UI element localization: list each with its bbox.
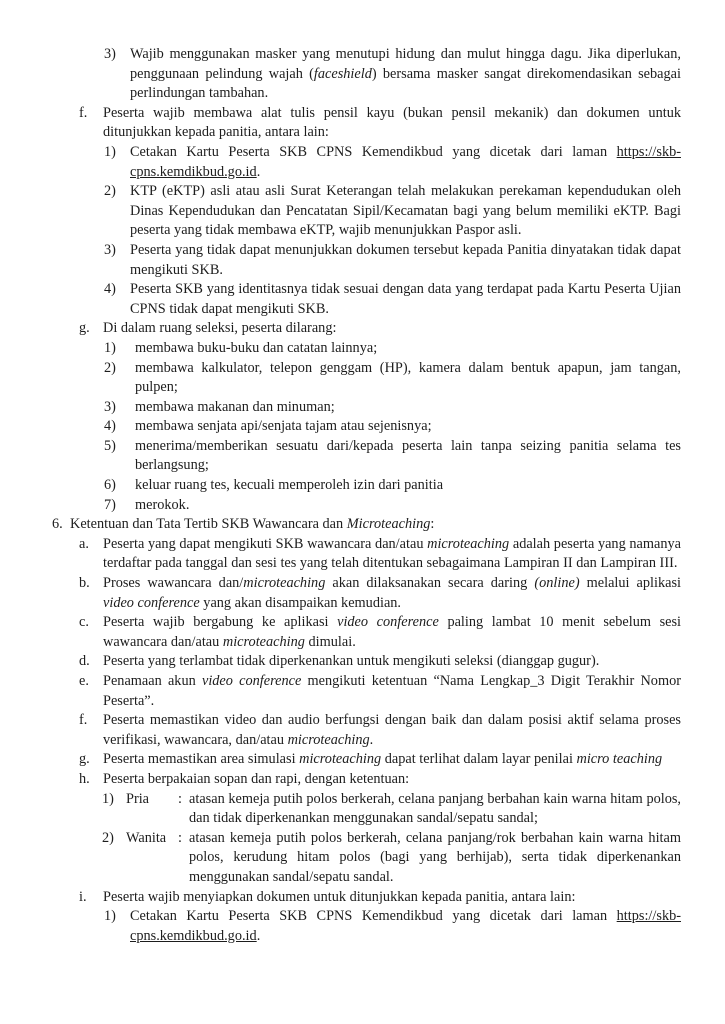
- list-item-i: [79, 888, 681, 908]
- text-run: membawa senjata api/senjata tajam atau sejenisnya;: [135, 418, 432, 435]
- text-run: video conference: [201, 673, 302, 689]
- list-text: [135, 398, 681, 418]
- list-marker: h.: [79, 770, 90, 787]
- text-run: Cetakan Kartu Peserta SKB CPNS Kemendikbud yang dicetak dari laman: [130, 908, 617, 925]
- text-run: Peserta yang terlambat tidak diperkenankan untuk mengikuti seleksi (dianggap gugur).: [103, 653, 600, 670]
- list-item-h2-wanita: [102, 829, 681, 888]
- text-run: Peserta yang dapat mengikuti SKB wawancara dan/atau: [103, 535, 428, 552]
- text-run: Cetakan Kartu Peserta SKB CPNS Kemendikbud yang dicetak dari laman: [130, 143, 617, 160]
- list-item-g2nd: [79, 750, 681, 770]
- colon-separator: :: [178, 790, 182, 807]
- list-item-h: [79, 770, 681, 790]
- list-marker: 6.: [52, 516, 63, 533]
- list-text: [189, 829, 681, 888]
- list-item-f3: [104, 241, 681, 280]
- text-run: ) bersama masker sangat direkomendasikan sebagai perlindungan tambahan.: [130, 65, 681, 102]
- list-text: [135, 496, 681, 516]
- list-item-f2: [104, 182, 681, 241]
- list-marker: b.: [79, 575, 90, 592]
- text-run: melalui aplikasi: [579, 575, 682, 592]
- text-run: Peserta wajib menyiapkan dokumen untuk ditunjukkan kepada panitia, antara lain:: [103, 888, 576, 905]
- list-marker: 6): [104, 477, 116, 494]
- list-text: [103, 750, 681, 770]
- list-marker: 5): [104, 437, 116, 454]
- text-run: akan dilaksanakan secara daring: [325, 575, 535, 592]
- list-marker: 1): [104, 908, 116, 925]
- list-marker: c.: [79, 614, 89, 631]
- text-run: dimulai.: [304, 633, 356, 650]
- text-run: Peserta berpakaian sopan dan rapi, dengan ketentuan:: [103, 770, 410, 787]
- list-item-e3: [104, 45, 681, 104]
- list-item-i1: [104, 907, 681, 946]
- list-marker: 1): [102, 790, 114, 807]
- text-run: menerima/memberikan sesuatu dari/kepada peserta lain tanpa seizing panitia selama tes berlangsung;: [135, 437, 681, 474]
- list-marker: f.: [79, 712, 88, 729]
- text-run: .: [369, 731, 374, 748]
- list-marker: 7): [104, 496, 116, 513]
- list-text: [189, 790, 681, 829]
- list-item-g: [79, 319, 681, 339]
- list-text: [103, 613, 681, 652]
- text-run: microteaching: [222, 633, 305, 650]
- text-run: Peserta yang tidak dapat menunjukkan dokumen tersebut kepada Panitia dinyatakan tidak dapat mengikuti SKB.: [130, 241, 681, 278]
- list-item-a: [79, 535, 681, 574]
- list-marker: 4): [104, 418, 116, 435]
- text-run: yang akan disampaikan kemudian.: [199, 594, 402, 611]
- list-text: [135, 339, 681, 359]
- list-item-g2: [104, 359, 681, 398]
- list-marker: f.: [79, 104, 88, 121]
- list-marker: a.: [79, 535, 89, 552]
- text-run: video conference: [103, 594, 200, 611]
- text-run: microteaching: [243, 575, 326, 592]
- colon-separator: :: [178, 829, 182, 846]
- list-marker: 3): [104, 46, 116, 62]
- list-marker: e.: [79, 673, 89, 689]
- list-item-c: [79, 613, 681, 652]
- text-run: adalah peserta yang namanya terdaftar pada tanggal dan sesi tes yang telah ditentukan sebagaimana Lampiran II dan Lampiran III.: [103, 535, 681, 572]
- text-run: mengikuti ketentuan “Nama Lengkap_3 Digit Terakhir Nomor Peserta”.: [103, 673, 681, 709]
- list-text: [130, 907, 681, 946]
- list-item-g5: [104, 437, 681, 476]
- text-run: KTP (eKTP) asli atau asli Surat Keterangan telah melakukan perekaman kependudukan oleh Dinas Kependudukan dan Pencatatan Sipil/Kecamatan bagi yang belum memiliki eKTP. Bagi peserta yang tidak membawa eKTP, wajib menunjukkan Paspor asli.: [130, 183, 681, 239]
- text-run: video conference: [337, 614, 439, 631]
- text-run: merokok.: [135, 496, 190, 513]
- text-run: Microteaching: [346, 516, 431, 533]
- text-run: atasan kemeja putih polos berkerah, celana panjang/rok berbahan kain warna hitam polos, kerudung hitam polos (bagi yang berhijab), serta tidak diperkenankan menggunakan sandal/sepatu sandal.: [189, 829, 681, 885]
- text-run: micro teaching: [576, 751, 663, 768]
- text-run: .: [256, 927, 261, 944]
- list-marker: 2): [102, 829, 114, 846]
- list-item-g4: [104, 417, 681, 437]
- text-run: membawa makanan dan minuman;: [135, 398, 335, 415]
- list-item-d: [79, 652, 681, 672]
- list-item-g7: [104, 496, 681, 516]
- text-run: Peserta wajib bergabung ke aplikasi: [103, 614, 338, 631]
- list-text: [130, 280, 681, 319]
- text-run: membawa buku-buku dan catatan lainnya;: [135, 339, 378, 356]
- list-marker: 1): [104, 339, 116, 356]
- text-run: Peserta SKB yang identitasnya tidak sesuai dengan data yang terdapat pada Kartu Peserta Ujian CPNS tidak dapat mengikuti SKB.: [130, 281, 681, 317]
- text-run: microteaching: [287, 731, 370, 748]
- text-run: paling lambat 10 menit sebelum sesi wawancara dan/atau: [103, 614, 682, 650]
- list-text: [70, 515, 681, 535]
- text-run: dapat terlihat dalam layar penilai: [381, 751, 577, 768]
- list-text: [103, 104, 681, 143]
- list-marker: 1): [104, 143, 116, 160]
- list-text: [130, 182, 681, 241]
- list-text: [103, 672, 681, 711]
- list-item-g1: [104, 339, 681, 359]
- section-heading-6: [52, 515, 681, 535]
- list-text: [103, 574, 681, 613]
- dress-code-label: Pria: [126, 790, 150, 807]
- list-marker: 3): [104, 241, 116, 258]
- text-run: Peserta memastikan area simulasi: [103, 751, 300, 768]
- list-item-e: [79, 672, 681, 711]
- list-text: [103, 652, 681, 672]
- text-run: Penamaan akun: [103, 673, 202, 689]
- link-url[interactable]: https://skb-cpns.kemdikbud.go.id: [130, 908, 681, 944]
- list-text: [130, 241, 681, 280]
- list-marker: i.: [79, 888, 87, 905]
- text-run: keluar ruang tes, kecuali memperoleh izin dari panitia: [135, 477, 444, 494]
- list-marker: 2): [104, 183, 116, 200]
- list-text: [135, 437, 681, 476]
- list-marker: 2): [104, 359, 116, 376]
- list-item-b: [79, 574, 681, 613]
- list-text: [130, 143, 681, 182]
- text-run: .: [256, 163, 261, 180]
- text-run: faceshield: [313, 65, 372, 82]
- text-run: :: [430, 516, 435, 533]
- list-text: [130, 45, 681, 104]
- list-text: [135, 417, 681, 437]
- list-marker: d.: [79, 653, 90, 670]
- text-run: Di dalam ruang seleksi, peserta dilarang:: [103, 320, 337, 337]
- list-item-g6: [104, 476, 681, 496]
- list-marker: 4): [104, 281, 116, 298]
- list-item-f2nd: [79, 711, 681, 750]
- list-item-f1: [104, 143, 681, 182]
- list-marker: g.: [79, 751, 90, 768]
- text-run: microteaching: [427, 535, 510, 552]
- dress-code-label: Wanita: [126, 829, 167, 846]
- text-run: membawa kalkulator, telepon genggam (HP), kamera dalam bentuk apapun, jam tangan, pulpen;: [135, 359, 681, 396]
- list-text: [103, 535, 681, 574]
- list-text: [103, 319, 681, 339]
- text-run: Wajib menggunakan masker yang menutupi hidung dan mulut hingga dagu. Jika diperlukan, penggunaan pelindung wajah (: [130, 46, 681, 82]
- text-run: (online): [534, 575, 580, 592]
- list-marker: 3): [104, 398, 116, 415]
- text-run: atasan kemeja putih polos berkerah, celana panjang berbahan kain warna hitam polos, dan tidak diperkenankan menggunakan sandal/sepatu sandal;: [189, 790, 681, 827]
- list-text: [103, 711, 681, 750]
- list-item-g3: [104, 398, 681, 418]
- list-item-h1-pria: [102, 790, 681, 829]
- text-run: Peserta memastikan video dan audio berfungsi dengan baik dan dalam posisi aktif selama proses verifikasi, wawancara, dan/atau: [103, 712, 681, 748]
- text-run: microteaching: [299, 751, 382, 768]
- list-text: [135, 359, 681, 398]
- list-item-f: [79, 104, 681, 143]
- text-run: Peserta wajib membawa alat tulis pensil kayu (bukan pensil mekanik) dan dokumen untuk ditunjukkan kepada panitia, antara lain:: [103, 104, 681, 141]
- list-text: [103, 888, 681, 908]
- text-run: Proses wawancara dan/: [103, 575, 244, 592]
- link-url[interactable]: https://skb-cpns.kemdikbud.go.id: [130, 143, 681, 180]
- list-text: [103, 770, 681, 790]
- list-text: [135, 476, 681, 496]
- text-run: Ketentuan dan Tata Tertib SKB Wawancara dan: [70, 516, 347, 533]
- list-item-f4: [104, 280, 681, 319]
- list-marker: g.: [79, 320, 90, 337]
